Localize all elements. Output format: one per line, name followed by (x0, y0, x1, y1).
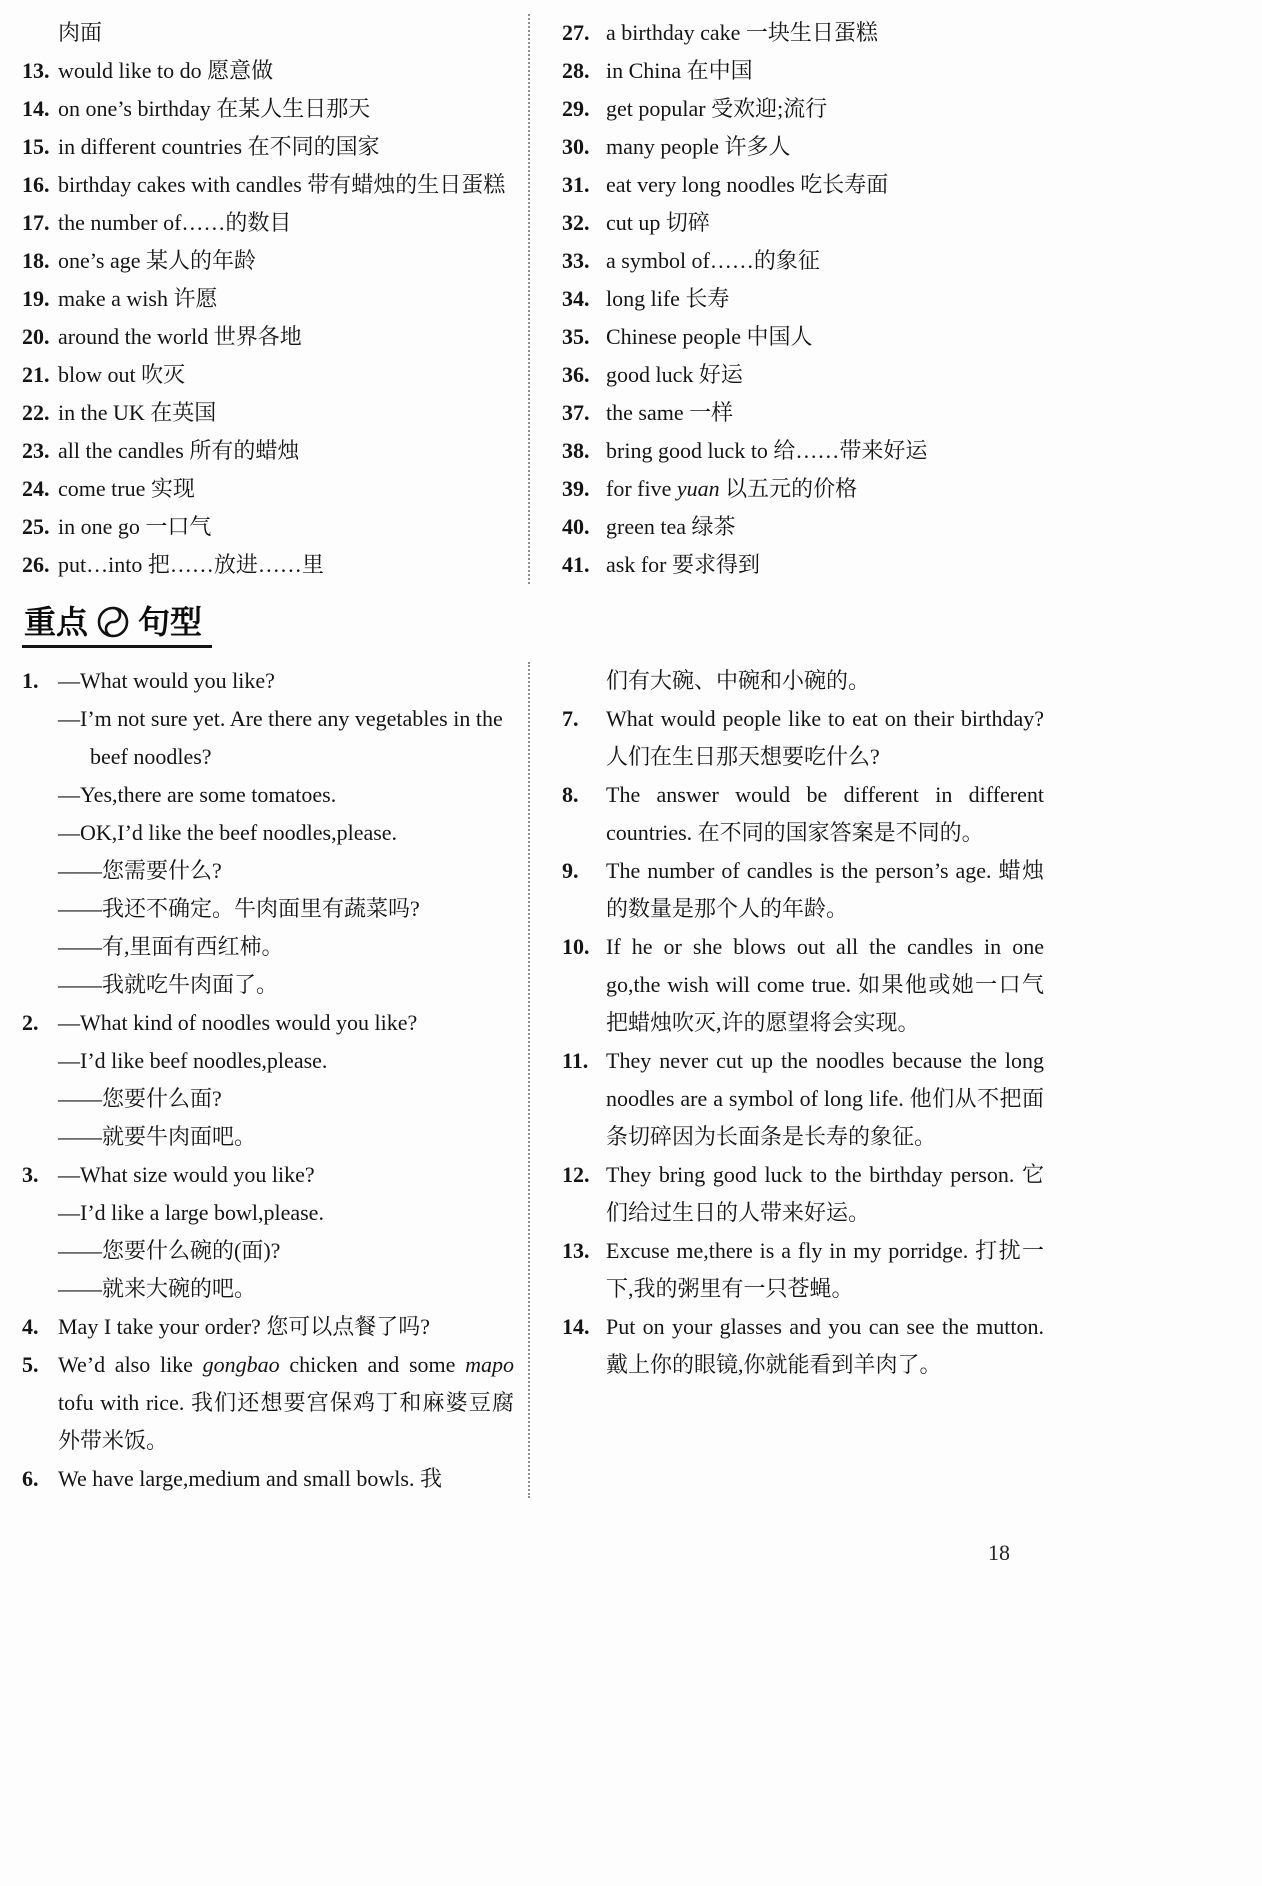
sentence-item (562, 776, 1044, 852)
sentence-number: 8. (562, 782, 579, 807)
phrase-text: Chinese people 中国人 (606, 324, 813, 349)
sentence-item (562, 1308, 1044, 1384)
phrase-item (22, 90, 514, 128)
phrase-text: a symbol of……的象征 (606, 248, 820, 273)
phrase-number: 13. (22, 58, 50, 83)
phrase-item (562, 128, 1044, 166)
sentence-line: They bring good luck to the birthday person. 它们给过生日的人带来好运。 (606, 1162, 1044, 1225)
phrase-text: on one’s birthday 在某人生日那天 (58, 96, 371, 121)
sentence-line: ——有,里面有西红柿。 (58, 934, 284, 959)
phrase-text: all the candles 所有的蜡烛 (58, 438, 300, 463)
sentence-line: ——就要牛肉面吧。 (58, 1124, 257, 1149)
phrases-right-column (562, 14, 1044, 584)
phrase-text: the same 一样 (606, 400, 734, 425)
sentence-line: —What would you like? (58, 668, 275, 693)
phrase-text: make a wish 许愿 (58, 286, 218, 311)
sentence-line: If he or she blows out all the candles in one go,the wish will come true. 如果他或她一口气把蜡烛吹灭,许的愿望将会实现。 (606, 934, 1044, 1035)
sentence-line: The answer would be different in different countries. 在不同的国家答案是不同的。 (606, 782, 1044, 845)
phrase-text: for five yuan 以五元的价格 (606, 476, 858, 501)
sentence-item (562, 852, 1044, 928)
section-header (22, 602, 212, 648)
section-header-right-text: 句型 (138, 604, 203, 640)
phrase-item (22, 204, 514, 242)
phrase-text: in the UK 在英国 (58, 400, 217, 425)
phrase-number: 40. (562, 514, 590, 539)
phrase-number: 33. (562, 248, 590, 273)
sentence-number: 5. (22, 1352, 39, 1377)
sentence-line: —I’m not sure yet. Are there any vegetables in the beef noodles? (58, 706, 503, 769)
sentence-item (22, 662, 514, 1004)
phrase-number: 27. (562, 20, 590, 45)
phrase-text: bring good luck to 给……带来好运 (606, 438, 928, 463)
phrase-item (562, 508, 1044, 546)
phrase-item (562, 356, 1044, 394)
sentence-item (22, 1460, 514, 1498)
phrase-item (562, 470, 1044, 508)
sentence-number: 12. (562, 1162, 590, 1187)
sentence-line: —I’d like a large bowl,please. (58, 1200, 324, 1225)
phrase-number: 34. (562, 286, 590, 311)
phrase-item (22, 280, 514, 318)
sentence-item (22, 1346, 514, 1460)
phrase-item (562, 166, 1044, 204)
phrase-text: would like to do 愿意做 (58, 58, 274, 83)
phrase-item (562, 90, 1044, 128)
phrase-item (22, 356, 514, 394)
phrase-number: 25. (22, 514, 50, 539)
phrases-section (22, 14, 1044, 584)
sentence-item (562, 1232, 1044, 1308)
sentence-line: The number of candles is the person’s age. 蜡烛的数量是那个人的年龄。 (606, 858, 1044, 921)
phrase-number: 29. (562, 96, 590, 121)
sentence-item (22, 1308, 514, 1346)
phrase-item (22, 546, 514, 584)
sentence-line: ——我就吃牛肉面了。 (58, 972, 279, 997)
phrase-text: eat very long noodles 吃长寿面 (606, 172, 889, 197)
sentence-number: 11. (562, 1048, 589, 1073)
phrase-text: come true 实现 (58, 476, 195, 501)
phrase-number: 17. (22, 210, 50, 235)
sentence-number: 14. (562, 1314, 590, 1339)
sentence-line: ——就来大碗的吧。 (58, 1276, 257, 1301)
sentence-line: ——我还不确定。牛肉面里有蔬菜吗? (58, 896, 420, 921)
phrase-text: birthday cakes with candles 带有蜡烛的生日蛋糕 (58, 172, 506, 197)
sentence-number: 13. (562, 1238, 590, 1263)
swirl-icon (96, 605, 130, 639)
sentence-line: 们有大碗、中碗和小碗的。 (606, 668, 871, 693)
phrase-text: many people 许多人 (606, 134, 791, 159)
phrase-item (22, 470, 514, 508)
phrase-item (562, 432, 1044, 470)
phrase-item (562, 204, 1044, 242)
phrase-item (22, 394, 514, 432)
phrase-item (562, 394, 1044, 432)
phrase-number: 39. (562, 476, 590, 501)
phrase-item (562, 546, 1044, 584)
sentence-number: 6. (22, 1466, 39, 1491)
phrase-number: 31. (562, 172, 590, 197)
sentence-line: —Yes,there are some tomatoes. (58, 782, 337, 807)
sentence-item (562, 662, 1044, 700)
phrase-number: 15. (22, 134, 50, 159)
phrase-item (562, 52, 1044, 90)
sentence-line: —OK,I’d like the beef noodles,please. (58, 820, 398, 845)
phrase-number: 24. (22, 476, 50, 501)
sentence-line: —What size would you like? (58, 1162, 315, 1187)
phrase-text: 肉面 (58, 20, 103, 45)
phrase-text: one’s age 某人的年龄 (58, 248, 256, 273)
phrase-item (22, 128, 514, 166)
page-number: 18 (988, 1540, 1010, 1565)
sentence-line: We have large,medium and small bowls. 我 (58, 1466, 442, 1491)
sentence-number: 1. (22, 668, 39, 693)
phrase-text: blow out 吹灭 (58, 362, 186, 387)
sentences-right-column (562, 662, 1044, 1498)
phrase-item (562, 318, 1044, 356)
phrase-item (562, 242, 1044, 280)
section-header-left-text: 重点 (24, 604, 89, 640)
phrase-number: 36. (562, 362, 590, 387)
phrase-text: cut up 切碎 (606, 210, 710, 235)
sentence-line: They never cut up the noodles because the long noodles are a symbol of long life. 他们从不把面条切碎因为长面条是长寿的象征。 (606, 1048, 1044, 1149)
column-divider (528, 662, 530, 1498)
phrase-text: put…into 把……放进……里 (58, 552, 324, 577)
sentence-line: Put on your glasses and you can see the mutton. 戴上你的眼镜,你就能看到羊肉了。 (606, 1314, 1044, 1377)
sentence-line: We’d also like gongbao chicken and some mapo tofu with rice. 我们还想要宫保鸡丁和麻婆豆腐外带米饭。 (58, 1352, 514, 1453)
sentence-line: Excuse me,there is a fly in my porridge. 打扰一下,我的粥里有一只苍蝇。 (606, 1238, 1044, 1301)
phrase-item (22, 166, 514, 204)
sentence-line: ——您要什么碗的(面)? (58, 1238, 281, 1263)
sentence-line: ——您需要什么? (58, 858, 222, 883)
phrase-item (22, 508, 514, 546)
sentence-item (562, 928, 1044, 1042)
phrase-number: 21. (22, 362, 50, 387)
sentences-left-column (22, 662, 514, 1498)
phrase-text: green tea 绿茶 (606, 514, 736, 539)
phrase-item (22, 14, 514, 52)
sentence-line: What would people like to eat on their birthday? 人们在生日那天想要吃什么? (606, 706, 1044, 769)
sentence-item (22, 1004, 514, 1156)
sentence-item (562, 1042, 1044, 1156)
phrase-text: in China 在中国 (606, 58, 753, 83)
sentence-number: 4. (22, 1314, 39, 1339)
sentence-line: —What kind of noodles would you like? (58, 1010, 418, 1035)
phrase-item (562, 280, 1044, 318)
sentence-item (562, 1156, 1044, 1232)
sentences-section (22, 662, 1044, 1498)
phrase-number: 18. (22, 248, 50, 273)
sentence-item (562, 700, 1044, 776)
phrase-item (22, 432, 514, 470)
phrase-number: 41. (562, 552, 590, 577)
page-content (22, 14, 1044, 1498)
sentence-number: 3. (22, 1162, 39, 1187)
phrase-text: get popular 受欢迎;流行 (606, 96, 828, 121)
phrase-number: 35. (562, 324, 590, 349)
phrase-number: 16. (22, 172, 50, 197)
phrases-left-column (22, 14, 514, 584)
sentence-number: 10. (562, 934, 590, 959)
phrase-item (22, 242, 514, 280)
phrase-number: 20. (22, 324, 50, 349)
phrase-text: ask for 要求得到 (606, 552, 760, 577)
phrase-number: 37. (562, 400, 590, 425)
phrase-number: 26. (22, 552, 50, 577)
phrase-number: 19. (22, 286, 50, 311)
sentence-number: 7. (562, 706, 579, 731)
phrase-number: 14. (22, 96, 50, 121)
phrase-text: a birthday cake 一块生日蛋糕 (606, 20, 878, 45)
sentence-number: 9. (562, 858, 579, 883)
sentence-line: —I’d like beef noodles,please. (58, 1048, 328, 1073)
phrase-number: 38. (562, 438, 590, 463)
sentence-line: May I take your order? 您可以点餐了吗? (58, 1314, 431, 1339)
phrase-text: in different countries 在不同的国家 (58, 134, 380, 159)
sentence-number: 2. (22, 1010, 39, 1035)
phrase-number: 30. (562, 134, 590, 159)
phrase-number: 23. (22, 438, 50, 463)
phrase-text: the number of……的数目 (58, 210, 292, 235)
phrase-item (562, 14, 1044, 52)
sentence-item (22, 1156, 514, 1308)
phrase-item (22, 318, 514, 356)
column-divider (528, 14, 530, 584)
phrase-number: 28. (562, 58, 590, 83)
phrase-text: long life 长寿 (606, 286, 730, 311)
phrase-number: 22. (22, 400, 50, 425)
phrase-text: in one go 一口气 (58, 514, 212, 539)
phrase-text: around the world 世界各地 (58, 324, 302, 349)
phrase-item (22, 52, 514, 90)
sentence-line: ——您要什么面? (58, 1086, 222, 1111)
phrase-text: good luck 好运 (606, 362, 743, 387)
phrase-number: 32. (562, 210, 590, 235)
